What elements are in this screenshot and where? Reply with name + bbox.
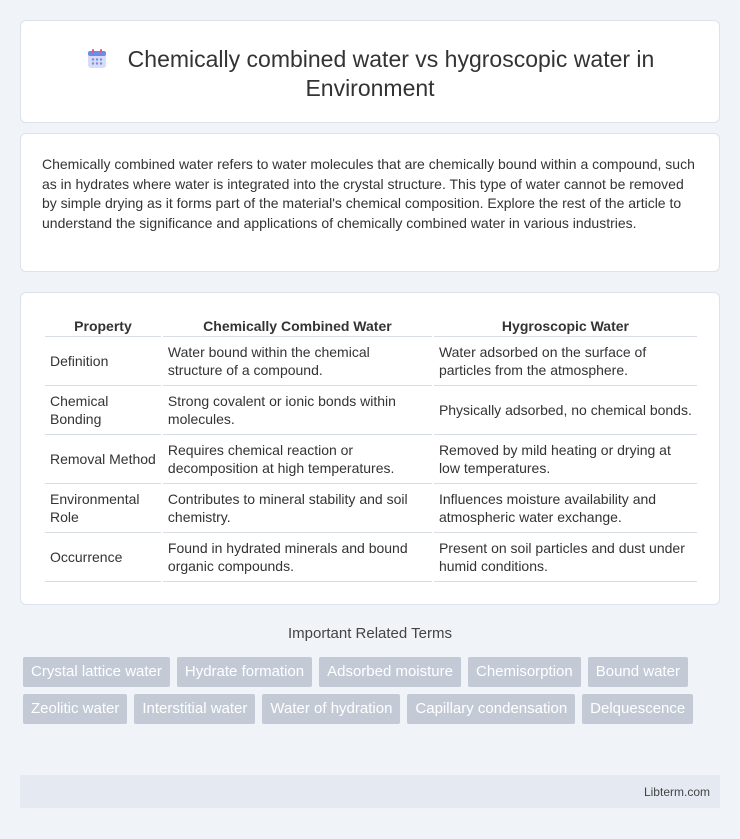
- row-chemically-combined: Strong covalent or ionic bonds within molecules.: [163, 386, 432, 435]
- tag-interstitial-water[interactable]: Interstitial water: [134, 694, 255, 724]
- page-title: Chemically combined water vs hygroscopic water in Environment: [127, 46, 655, 101]
- table-row: [45, 484, 697, 533]
- tag-delquescence[interactable]: Delquescence: [582, 694, 693, 724]
- header-chemically-combined: Chemically Combined Water: [163, 315, 432, 337]
- row-property: Removal Method: [45, 435, 161, 484]
- related-terms-list: [23, 657, 703, 724]
- table-row: [45, 533, 697, 582]
- row-hygroscopic: Physically adsorbed, no chemical bonds.: [434, 386, 697, 435]
- intro-card: [20, 133, 720, 272]
- intro-paragraph: Chemically combined water refers to water molecules that are chemically bound within a compound, such as in hydrates where water is integrated into the crystal structure. This type of water cannot be removed by simple drying as it forms part of the material's chemical composition. Explore the rest of the article to understand the significance and applications of chemically combined water in various industries.: [42, 156, 695, 231]
- calendar-icon: [86, 48, 108, 70]
- row-property: Environmental Role: [45, 484, 161, 533]
- tag-adsorbed-moisture[interactable]: Adsorbed moisture: [319, 657, 461, 687]
- tag-chemisorption[interactable]: Chemisorption: [468, 657, 581, 687]
- footer: [20, 775, 720, 808]
- row-hygroscopic: Water adsorbed on the surface of particles from the atmosphere.: [434, 337, 697, 386]
- title-card: [20, 20, 720, 123]
- row-chemically-combined: Contributes to mineral stability and soil chemistry.: [163, 484, 432, 533]
- tag-zeolitic-water[interactable]: Zeolitic water: [23, 694, 127, 724]
- row-hygroscopic: Present on soil particles and dust under humid conditions.: [434, 533, 697, 582]
- row-chemically-combined: Requires chemical reaction or decomposition at high temperatures.: [163, 435, 432, 484]
- header-hygroscopic: Hygroscopic Water: [434, 315, 697, 337]
- tag-water-of-hydration[interactable]: Water of hydration: [262, 694, 400, 724]
- row-hygroscopic: Influences moisture availability and atmospheric water exchange.: [434, 484, 697, 533]
- table-row: [45, 386, 697, 435]
- tag-bound-water[interactable]: Bound water: [588, 657, 688, 687]
- header-property: Property: [45, 315, 161, 337]
- row-chemically-combined: Found in hydrated minerals and bound organic compounds.: [163, 533, 432, 582]
- row-property: Definition: [45, 337, 161, 386]
- row-property: Chemical Bonding: [45, 386, 161, 435]
- related-terms-heading: Important Related Terms: [288, 625, 452, 642]
- table-header-row: [45, 315, 697, 337]
- row-chemically-combined: Water bound within the chemical structure of a compound.: [163, 337, 432, 386]
- comparison-card: [20, 292, 720, 605]
- tag-capillary-condensation[interactable]: Capillary condensation: [407, 694, 575, 724]
- tag-hydrate-formation[interactable]: Hydrate formation: [177, 657, 312, 687]
- comparison-table: [43, 315, 699, 582]
- table-row: [45, 435, 697, 484]
- row-property: Occurrence: [45, 533, 161, 582]
- footer-site-link[interactable]: Libterm.com: [643, 785, 710, 799]
- row-hygroscopic: Removed by mild heating or drying at low temperatures.: [434, 435, 697, 484]
- page-title-wrap: [21, 45, 719, 103]
- table-row: [45, 337, 697, 386]
- tag-crystal-lattice-water[interactable]: Crystal lattice water: [23, 657, 170, 687]
